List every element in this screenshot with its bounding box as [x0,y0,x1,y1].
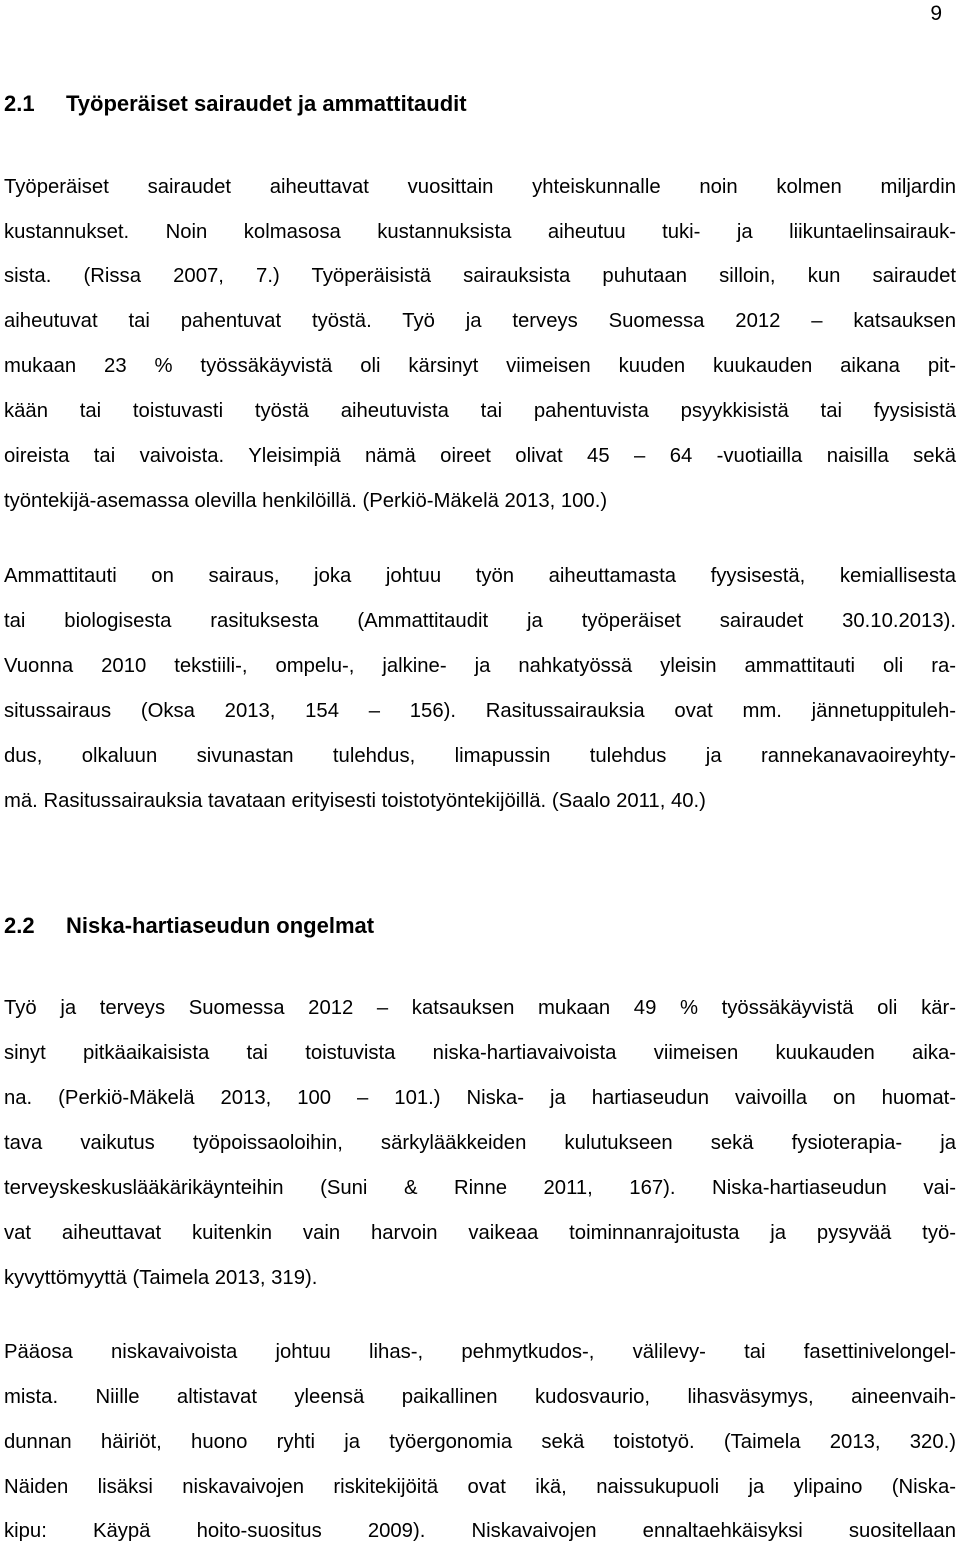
text-line: mukaan 23 % työssäkäyvistä oli kärsinyt viimeisen kuuden kuukauden aikana pit- [4,355,956,377]
text-line: tava vaikutus työpoissaoloihin, särkylääkkeiden kulutukseen sekä fysioterapia- ja [4,1132,956,1154]
section-title: Työperäiset sairaudet ja ammattitaudit [66,91,467,116]
text-line: kyvyttömyyttä (Taimela 2013, 319). [4,1267,318,1289]
text-line: Työ ja terveys Suomessa 2012 – katsauksen mukaan 49 % työssäkäyvistä oli kär- [4,997,956,1019]
text-line: sista. (Rissa 2007, 7.) Työperäisistä sairauksista puhutaan silloin, kun sairaudet [4,265,956,287]
section-heading-2-1 [4,91,467,117]
text-line: situssairaus (Oksa 2013, 154 – 156). Rasitussairauksia ovat mm. jännetuppituleh- [4,700,956,722]
text-line: kään tai toistuvasti työstä aiheutuvista tai pahentuvista psyykkisistä tai fyysisistä [4,400,956,422]
text-line: työntekijä-asemassa olevilla henkilöillä. (Perkiö-Mäkelä 2013, 100.) [4,490,608,512]
text-line: mä. Rasitussairauksia tavataan erityisesti toistotyöntekijöillä. (Saalo 2011, 40.) [4,790,706,812]
section-title: Niska-hartiaseudun ongelmat [66,913,375,938]
text-line: aiheutuvat tai pahentuvat työstä. Työ ja terveys Suomessa 2012 – katsauksen [4,310,956,332]
text-line: kipu: Käypä hoito-suositus 2009). Niskavaivojen ennaltaehkäisyksi suositellaan [4,1520,956,1542]
text-line: sinyt pitkäaikaisista tai toistuvista niska-hartiavaivoista viimeisen kuukauden aika- [4,1042,956,1064]
text-line: oireista tai vaivoista. Yleisimpiä nämä oireet olivat 45 – 64 -vuotiailla naisilla sekä [4,445,956,467]
section-number: 2.2 [4,913,35,938]
text-line: kustannukset. Noin kolmasosa kustannuksista aiheutuu tuki- ja liikuntaelinsairauk- [4,221,956,243]
text-line: vat aiheuttavat kuitenkin vain harvoin vaikeaa toiminnanrajoitusta ja pysyvää työ- [4,1222,956,1244]
section-number: 2.1 [4,91,35,116]
text-line: terveyskeskuslääkärikäynteihin (Suni & Rinne 2011, 167). Niska-hartiaseudun vai- [4,1177,956,1199]
text-line: tai biologisesta rasituksesta (Ammattitaudit ja työperäiset sairaudet 30.10.2013). [4,610,956,632]
text-line: Työperäiset sairaudet aiheuttavat vuosittain yhteiskunnalle noin kolmen miljardin [4,176,956,198]
page-number: 9 [930,2,942,25]
text-line: dunnan häiriöt, huono ryhti ja työergonomia sekä toistotyö. (Taimela 2013, 320.) [4,1431,956,1453]
text-line: Vuonna 2010 tekstiili-, ompelu-, jalkine- ja nahkatyössä yleisin ammattitauti oli ra- [4,655,956,677]
text-line: Ammattitauti on sairaus, joka johtuu työn aiheuttamasta fyysisestä, kemiallisesta [4,565,956,587]
section-heading-2-2 [4,913,374,939]
text-line: Näiden lisäksi niskavaivojen riskitekijöitä ovat ikä, naissukupuoli ja ylipaino (Niska- [4,1476,956,1498]
text-line: dus, olkaluun sivunastan tulehdus, limapussin tulehdus ja rannekanavaoireyhty- [4,745,956,767]
text-line: mista. Niille altistavat yleensä paikallinen kudosvaurio, lihasväsymys, aineenvaih- [4,1386,956,1408]
text-line: na. (Perkiö-Mäkelä 2013, 100 – 101.) Niska- ja hartiaseudun vaivoilla on huomat- [4,1087,956,1109]
text-line: Pääosa niskavaivoista johtuu lihas-, pehmytkudos-, välilevy- tai fasettinivelongel- [4,1341,956,1363]
